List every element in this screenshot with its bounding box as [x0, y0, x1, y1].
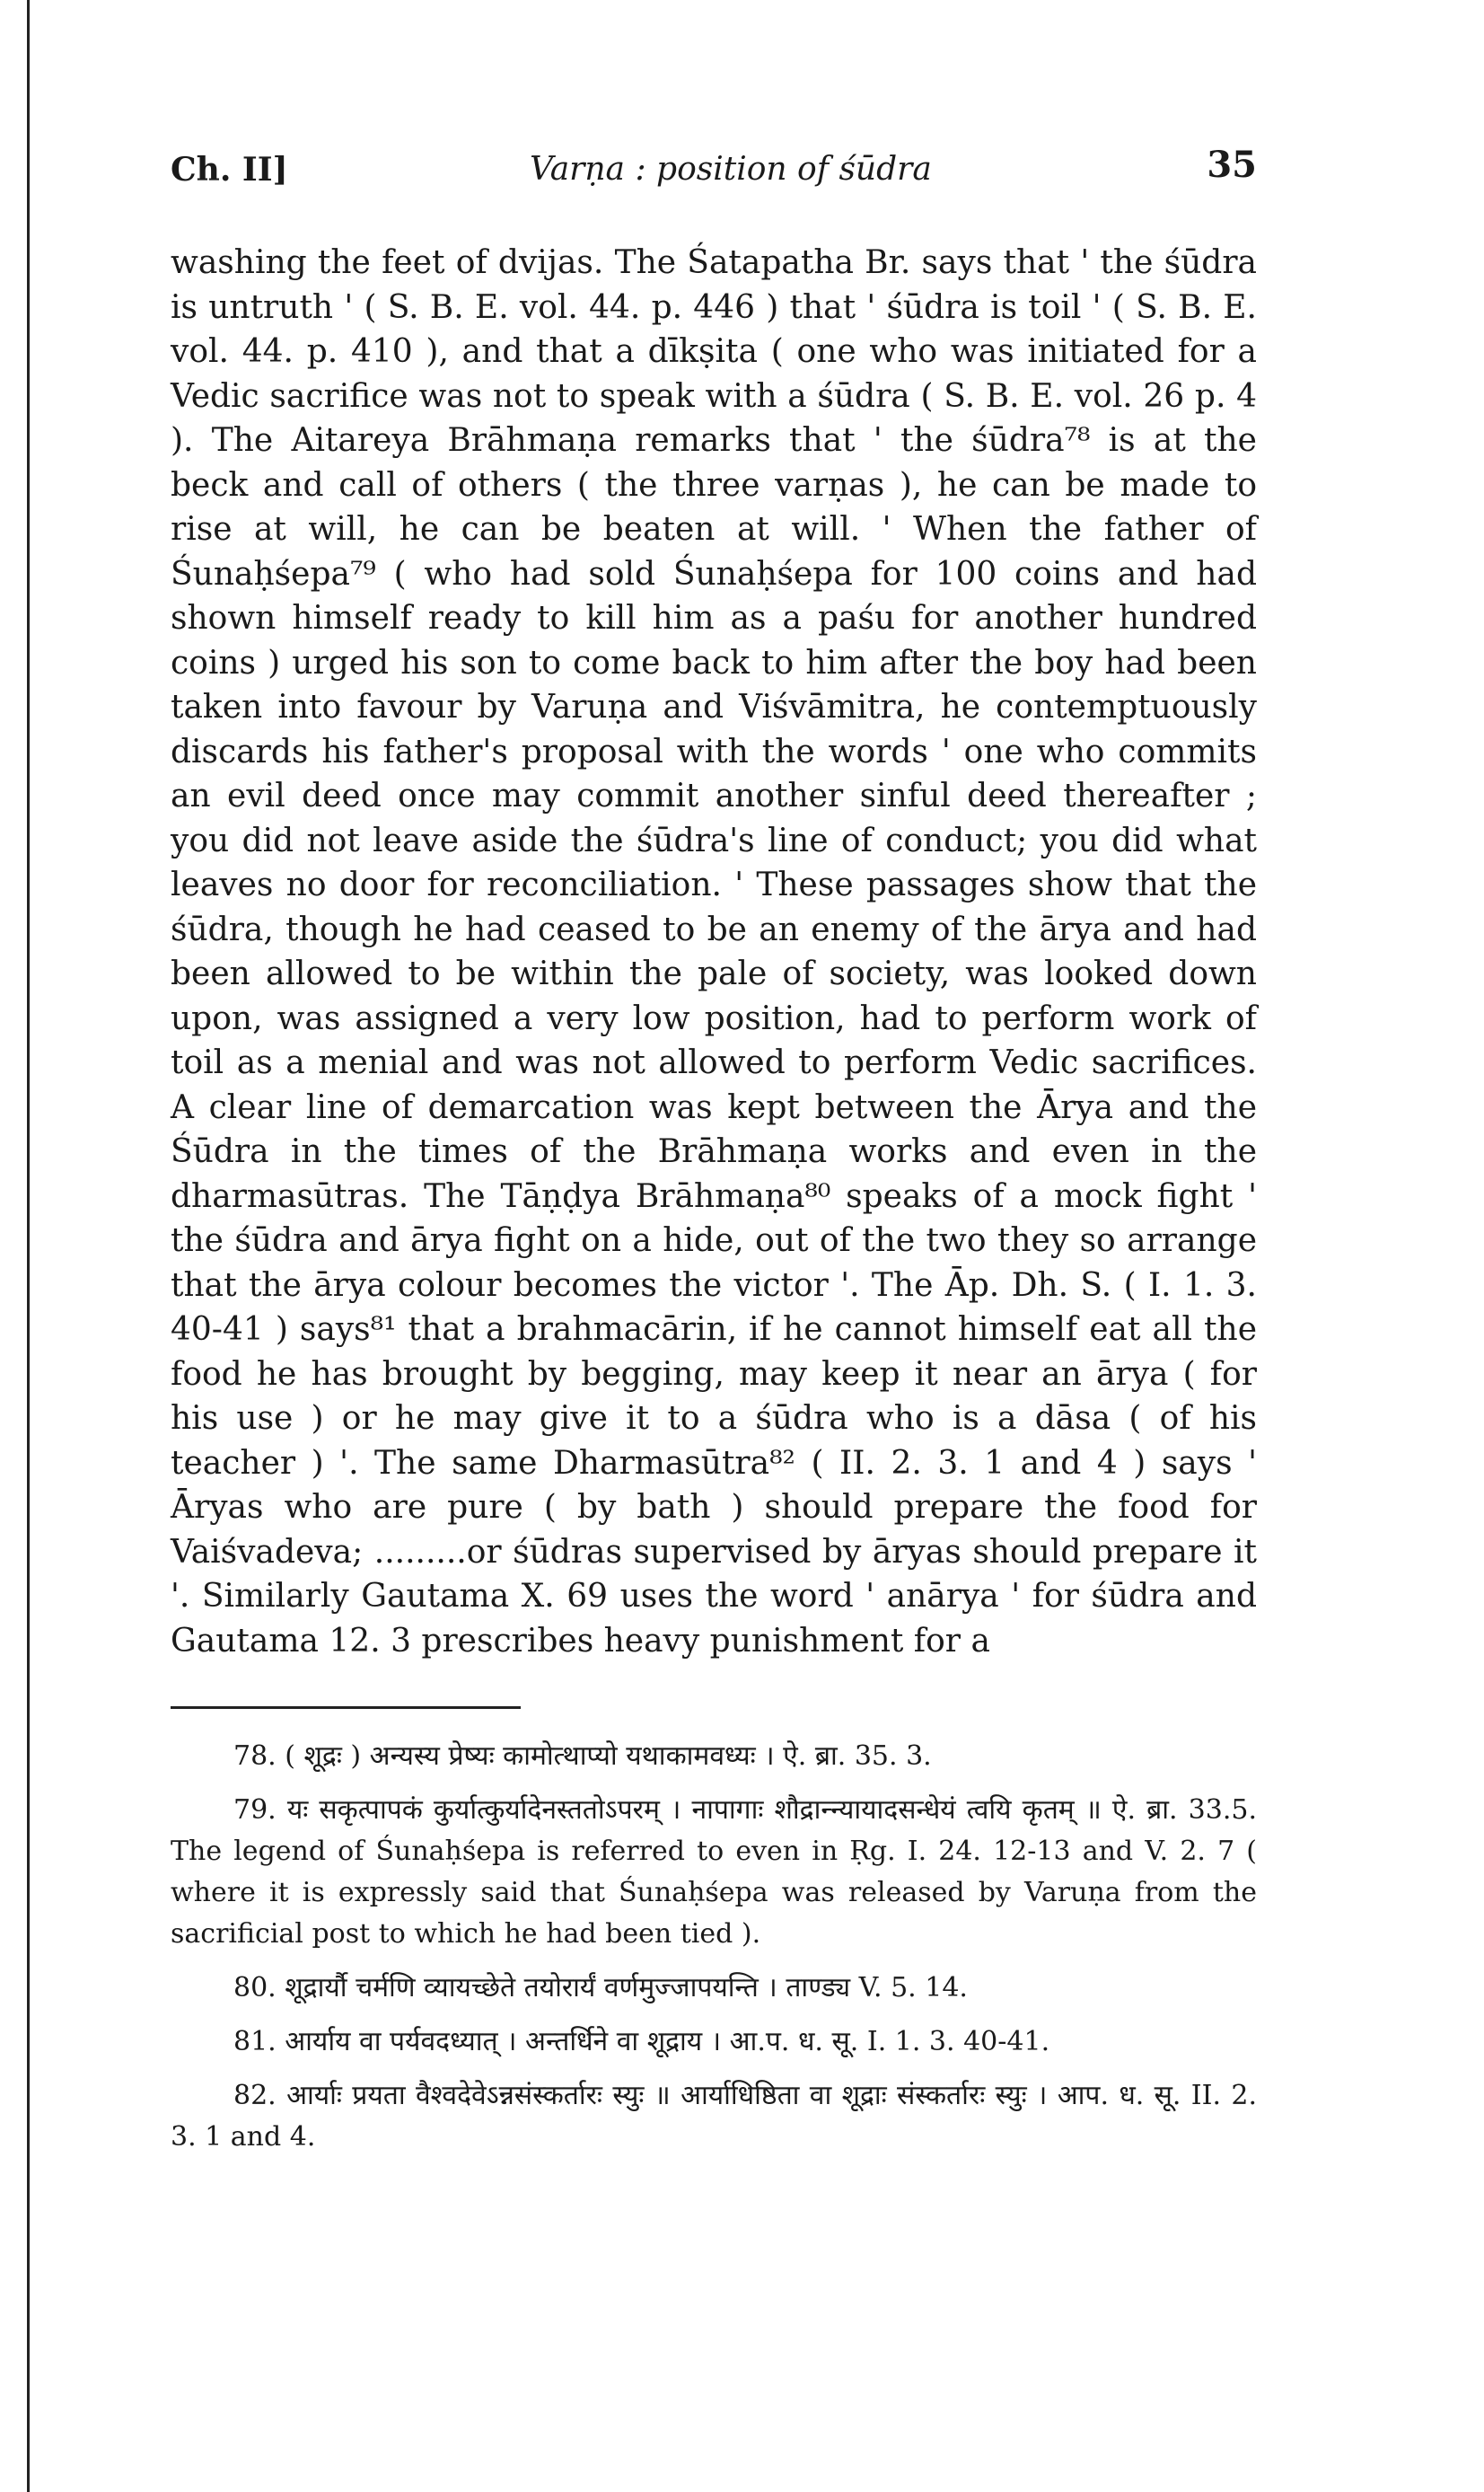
footnote-text: यः सकृत्पापकं कुर्यात्कुर्यादेनस्ततोऽपरम् । नापागाः शौद्रान्न्यायादसन्धेयं त्वयि कृतम् ॥ ऐ. ब्रा. 33.5. The legend of Śunaḥśepa is referred to even in Ṛg. I. 24. 12-13 and V. 2. 7 ( where it is expressly said that Śunaḥśepa was released by Varuṇa from the sacrificial post to which he had been tied ). — [171, 1794, 1257, 1950]
body-paragraph: washing the feet of dvijas. The Śatapatha Br. says that ' the śūdra is untruth ' ( S. B. E. vol. 44. p. 446 ) that ' śūdra is toil ' ( S. B. E. vol. 44. p. 410 ), and that a dīkṣita ( one who was initiated for a Vedic sacrifice was not to speak with a śūdra ( S. B. E. vol. 26 p. 4 ). The Aitareya Brāhmaṇa remarks that ' the śūdra⁷⁸ is at the beck and call of others ( the three varṇas ), he can be made to rise at will, he can be beaten at will. ' When the father of Śunaḥśepa⁷⁹ ( who had sold Śunaḥśepa for 100 coins and had shown himself ready to kill him as a paśu for another hundred coins ) urged his son to come back to him after the boy had been taken into favour by Varuṇa and Viśvāmitra, he contemptuously discards his father's proposal with the words ' one who commits an evil deed once may commit another sinful deed thereafter ; you did not leave aside the śūdra's line of conduct; you did what leaves no door for reconciliation. ' These passages show that the śūdra, though he had ceased to be an enemy of the ārya and had been allowed to be within the pale of society, was looked down upon, was assigned a very low position, had to perform work of toil as a menial and was not allowed to perform Vedic sacrifices. A clear line of demarcation was kept between the Ārya and the Śūdra in the times of the Brāhmaṇa works and even in the dharmasūtras. The Tāṇḍya Brāhmaṇa⁸⁰ speaks of a mock fight ' the śūdra and ārya fight on a hide, out of the two they so arrange that the ārya colour becomes the victor '. The Āp. Dh. S. ( I. 1. 3. 40-41 ) says⁸¹ that a brahmacārin, if he cannot himself eat all the food he has brought by begging, may keep it near an ārya ( for his use ) or he may give it to a śūdra who is a dāsa ( of his teacher ) '. The same Dharmasūtra⁸² ( II. 2. 3. 1 and 4 ) says ' Āryas who are pure ( by bath ) should prepare the food for Vaiśvadeva; .........or śūdras supervised by āryas should prepare it '. Similarly Gautama X. 69 uses the word ' anārya ' for śūdra and Gautama 12. 3 prescribes heavy punishment for a — [171, 244, 1257, 1660]
running-title: Varṇa : position of śūdra — [530, 151, 932, 188]
footnote-82 — [171, 2075, 1257, 2158]
footnote-separator — [171, 1706, 521, 1709]
footnote-81 — [171, 2021, 1257, 2063]
footnote-number: 81. — [233, 2026, 277, 2057]
book-page — [171, 144, 1257, 2171]
footnote-text: शूद्रार्यौ चर्मणि व्यायच्छेते तयोरार्यं वर्णमुज्जापयन्ति । ताण्ड्य V. 5. 14. — [285, 1972, 968, 2003]
footnote-78 — [171, 1736, 1257, 1777]
chapter-label: Ch. II] — [171, 151, 288, 189]
footnote-number: 79. — [233, 1794, 277, 1826]
footnote-79 — [171, 1790, 1257, 1955]
footnote-80 — [171, 1968, 1257, 2009]
main-text — [171, 241, 1257, 1663]
footnote-text: आर्याः प्रयता वैश्वदेवेऽन्नसंस्कर्तारः स्युः ॥ आर्याधिष्ठिता वा शूद्राः संस्कर्तारः स्युः । आप. ध. सू. II. 2. 3. 1 and 4. — [171, 2080, 1257, 2153]
footnote-text: ( शूद्रः ) अन्यस्य प्रेष्यः कामोत्थाप्यो यथाकामवध्यः । ऐ. ब्रा. 35. 3. — [285, 1740, 932, 1772]
running-header — [171, 144, 1257, 207]
footnotes — [171, 1736, 1257, 2158]
page-number: 35 — [1207, 144, 1257, 186]
footnote-number: 80. — [233, 1972, 277, 2003]
page-edge-line — [27, 0, 30, 2492]
footnote-text: आर्याय वा पर्यवदध्यात् । अन्तर्धिने वा शूद्राय । आ.प. ध. सू. I. 1. 3. 40-41. — [285, 2026, 1050, 2057]
footnote-number: 78. — [233, 1740, 277, 1772]
footnote-number: 82. — [233, 2080, 277, 2111]
